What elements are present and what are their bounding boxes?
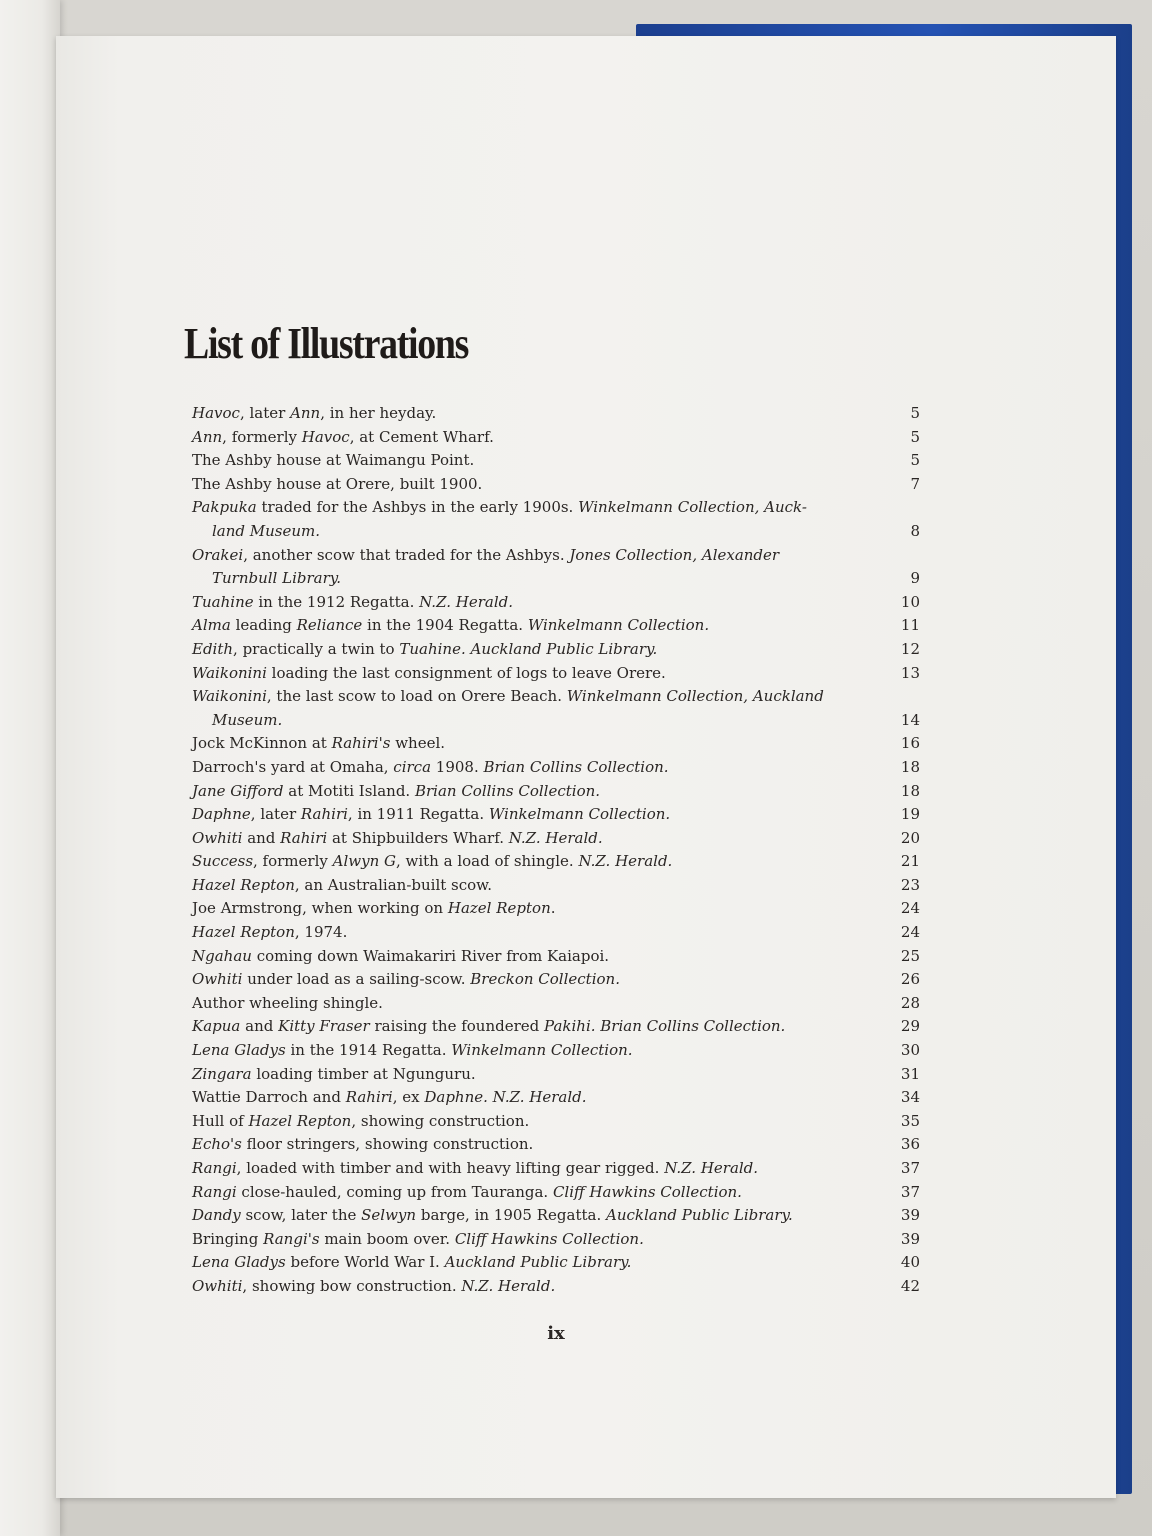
list-item (192, 1181, 920, 1205)
list-item (192, 402, 920, 426)
caption-line (192, 994, 383, 1012)
entry-page-number: 40 (900, 1253, 920, 1272)
list-item (192, 803, 920, 827)
entry-caption (192, 732, 852, 756)
text-segment: , practically a twin to (233, 639, 400, 658)
page-title: List of Illustrations (184, 319, 469, 368)
list-item (192, 850, 920, 874)
entry-caption (192, 1228, 852, 1252)
entry-caption (192, 449, 852, 473)
italic-segment: Hazel Repton (447, 899, 551, 918)
entry-caption (192, 473, 852, 497)
caption-line (192, 664, 666, 682)
entry-page-number: 5 (910, 451, 920, 470)
caption-line (192, 829, 603, 847)
list-item (192, 426, 920, 450)
italic-segment: Brian Collins Collection. (414, 781, 601, 800)
text-segment: The Ashby house at Waimangu Point. (192, 451, 475, 470)
caption-line (192, 709, 852, 733)
text-segment: Joe Armstrong, when working on (192, 899, 448, 918)
italic-segment: Rangi (192, 1182, 237, 1201)
entry-page-number: 10 (900, 592, 920, 611)
italic-segment: Ngahau (192, 946, 252, 965)
italic-segment: Orakei (192, 545, 244, 564)
text-segment: , 1974. (294, 923, 348, 942)
text-segment: main boom over. (319, 1229, 455, 1248)
text-segment: , at Cement Wharf. (349, 427, 494, 446)
italic-segment: Winkelmann Collection. (488, 805, 671, 824)
text-segment: Jock McKinnon at (192, 734, 332, 753)
entry-caption (192, 1063, 852, 1087)
italic-segment: Success (192, 852, 254, 871)
caption-line (192, 1277, 555, 1295)
text-segment: , ex (392, 1088, 425, 1107)
text-segment: Author wheeling shingle. (192, 993, 383, 1012)
italic-segment: Hazel Repton (192, 923, 295, 942)
entry-page-number: 30 (900, 1041, 920, 1060)
list-item (192, 1275, 920, 1299)
caption-line (192, 1112, 529, 1130)
caption-line (192, 404, 436, 422)
caption-line (192, 1017, 785, 1035)
caption-line (192, 567, 852, 591)
italic-segment: Owhiti (192, 970, 243, 989)
list-item (192, 638, 920, 662)
text-segment: Hull of (192, 1111, 249, 1130)
caption-line (192, 947, 609, 965)
text-segment: The Ashby house at Orere, built 1900. (192, 474, 483, 493)
text-segment: at Shipbuilders Wharf. (327, 828, 509, 847)
text-segment: and (240, 1017, 279, 1036)
text-segment: floor stringers, showing construction. (241, 1135, 534, 1154)
italic-segment: Tuahine (192, 592, 254, 611)
list-item (192, 591, 920, 615)
entry-caption (192, 1015, 852, 1039)
entry-caption (192, 780, 852, 804)
text-segment: at Motiti Island. (283, 781, 415, 800)
text-segment: , the last scow to load on Orere Beach. (266, 687, 567, 706)
entry-caption (192, 1039, 852, 1063)
list-item (192, 1110, 920, 1134)
entry-caption (192, 945, 852, 969)
text-segment: traded for the Ashbys in the early 1900s. (256, 498, 579, 517)
italic-segment: N.Z. Herald. (578, 852, 673, 871)
entry-caption (192, 1086, 852, 1110)
italic-segment: Ann (290, 404, 321, 422)
text-segment: coming down Waimakariri River from Kaiapoi. (251, 946, 610, 965)
entry-caption (192, 544, 852, 591)
italic-segment: Auckland Public Library. (606, 1206, 793, 1225)
entry-page-number: 20 (900, 828, 920, 847)
italic-segment: Daphne (192, 805, 251, 824)
entry-page-number: 31 (900, 1064, 920, 1083)
text-segment: before World War I. (285, 1253, 445, 1272)
entry-page-number: 18 (900, 757, 920, 776)
italic-segment: Havoc (192, 404, 240, 422)
illustrations-list (192, 402, 920, 1299)
italic-segment: Rangi (192, 1159, 237, 1177)
italic-segment: N.Z. Herald. (461, 1276, 556, 1295)
entry-caption (192, 992, 852, 1016)
text-segment: barge, in 1905 Regatta. (416, 1206, 606, 1225)
entry-caption (192, 803, 852, 827)
list-item (192, 756, 920, 780)
text-segment: in the 1914 Regatta. (285, 1041, 452, 1060)
text-segment: loading timber at Ngunguru. (251, 1064, 476, 1083)
list-item (192, 449, 920, 473)
entry-page-number: 39 (900, 1229, 920, 1248)
italic-segment: Lena Gladys (192, 1041, 286, 1060)
list-item (192, 992, 920, 1016)
caption-line (192, 734, 445, 752)
italic-segment: Jones Collection, Alexander (569, 545, 780, 564)
entry-page-number: 28 (900, 993, 920, 1012)
italic-segment: Zingara (192, 1064, 252, 1083)
entry-caption (192, 426, 852, 450)
italic-segment: Auckland Public Library. (444, 1253, 632, 1272)
italic-segment: N.Z. Herald. (508, 828, 603, 847)
caption-line (192, 616, 709, 634)
entry-page-number: 18 (900, 781, 920, 800)
text-segment: scow, later the (240, 1206, 362, 1225)
text-segment: leading (230, 616, 297, 635)
italic-segment: Waikonini (192, 663, 267, 682)
caption-line (192, 475, 482, 493)
entry-caption (192, 638, 852, 662)
list-item (192, 1228, 920, 1252)
italic-segment: land Museum. (212, 521, 321, 540)
text-segment: loading the last consignment of logs to leave Orere. (266, 663, 666, 682)
text-segment: , later (239, 404, 291, 422)
list-item (192, 662, 920, 686)
text-segment: , formerly (253, 852, 333, 871)
entry-caption (192, 1181, 852, 1205)
italic-segment: Winkelmann Collection. (527, 616, 710, 635)
entry-page-number: 37 (900, 1159, 920, 1177)
entry-page-number: 13 (900, 663, 920, 682)
entry-page-number: 5 (910, 404, 920, 422)
list-item (192, 1204, 920, 1228)
italic-segment: Alwyn G (332, 852, 396, 871)
text-segment: Bringing (192, 1229, 264, 1248)
italic-segment: Rahiri (280, 828, 328, 847)
caption-line (192, 1183, 742, 1201)
text-segment: , formerly (222, 427, 302, 446)
entry-caption (192, 1275, 852, 1299)
list-item (192, 827, 920, 851)
entry-caption (192, 827, 852, 851)
italic-segment: Cliff Hawkins Collection. (454, 1229, 644, 1248)
text-segment: raising the foundered (369, 1017, 545, 1036)
entry-page-number: 34 (900, 1088, 920, 1107)
list-item (192, 1015, 920, 1039)
entry-page-number: 12 (900, 639, 920, 658)
text-segment: . (550, 899, 556, 918)
caption-line (192, 1159, 758, 1177)
italic-segment: Hazel Repton (192, 875, 295, 894)
entry-page-number: 35 (900, 1111, 920, 1130)
entry-page-number: 16 (900, 734, 920, 753)
entry-caption (192, 897, 852, 921)
italic-segment: Echo's (192, 1135, 242, 1154)
caption-line (192, 546, 779, 564)
italic-segment: Cliff Hawkins Collection. (552, 1182, 742, 1201)
italic-segment: Turnbull Library. (212, 569, 342, 588)
list-item (192, 921, 920, 945)
entry-page-number: 21 (900, 852, 920, 871)
entry-page-number: 29 (900, 1017, 920, 1036)
text-segment: under load as a sailing-scow. (242, 970, 471, 989)
entry-page-number: 26 (900, 970, 920, 989)
italic-segment: Reliance (296, 616, 363, 635)
list-item (192, 1039, 920, 1063)
text-segment: , loaded with timber and with heavy lifting gear rigged. (236, 1159, 665, 1177)
entry-page-number: 37 (900, 1182, 920, 1201)
italic-segment: Owhiti (192, 828, 243, 847)
italic-segment: Brian Collins Collection. (483, 757, 669, 776)
list-item (192, 614, 920, 638)
list-item (192, 780, 920, 804)
entry-caption (192, 1204, 852, 1228)
italic-segment: Daphne. N.Z. Herald. (424, 1088, 587, 1107)
entry-caption (192, 1133, 852, 1157)
entry-caption (192, 402, 852, 426)
italic-segment: N.Z. Herald. (664, 1159, 759, 1177)
entry-page-number: 8 (910, 521, 920, 540)
entry-page-number: 42 (900, 1276, 920, 1295)
page-number: ix (547, 1323, 565, 1344)
caption-line (192, 923, 347, 941)
list-item (192, 968, 920, 992)
italic-segment: Winkelmann Collection, Auckland (566, 687, 824, 706)
italic-segment: Havoc (301, 427, 350, 446)
caption-line (192, 687, 824, 705)
italic-segment: Kitty Fraser (278, 1017, 370, 1036)
caption-line (192, 1135, 533, 1153)
caption-line (192, 640, 657, 658)
entry-caption (192, 1110, 852, 1134)
italic-segment: Pakpuka (192, 498, 257, 517)
list-item (192, 1086, 920, 1110)
entry-caption (192, 685, 852, 732)
caption-line (192, 428, 494, 446)
caption-line (192, 1230, 644, 1248)
entry-caption (192, 614, 852, 638)
text-segment: 1908. (431, 757, 484, 776)
facing-page-edge (0, 0, 60, 1536)
italic-segment: Rahiri's (331, 734, 391, 753)
caption-line (192, 1088, 587, 1106)
list-item (192, 945, 920, 969)
entry-page-number: 39 (900, 1206, 920, 1225)
list-item (192, 1133, 920, 1157)
entry-caption (192, 1251, 852, 1275)
caption-line (192, 758, 669, 776)
italic-segment: Alma (192, 616, 231, 635)
entry-page-number: 36 (900, 1135, 920, 1154)
entry-page-number: 14 (900, 710, 920, 729)
entry-page-number: 11 (900, 616, 920, 635)
italic-segment: Pakihi. Brian Collins Collection. (544, 1017, 786, 1036)
entry-page-number: 25 (900, 946, 920, 965)
list-item (192, 496, 920, 543)
italic-segment: Hazel Repton (248, 1111, 352, 1130)
entry-page-number: 24 (900, 923, 920, 942)
list-item (192, 473, 920, 497)
entry-page-number: 9 (910, 569, 920, 588)
italic-segment: circa (393, 757, 432, 776)
italic-segment: Dandy (192, 1206, 241, 1225)
entry-caption (192, 756, 852, 780)
text-segment: , another scow that traded for the Ashbys. (243, 545, 570, 564)
entry-page-number: 5 (910, 427, 920, 446)
italic-segment: Rahiri (300, 805, 348, 824)
caption-line (192, 970, 620, 988)
italic-segment: Edith (192, 639, 234, 658)
italic-segment: Waikonini (192, 687, 267, 706)
entry-caption (192, 496, 852, 543)
italic-segment: Museum. (212, 710, 283, 729)
list-item (192, 685, 920, 732)
italic-segment: Owhiti (192, 1276, 243, 1295)
entry-page-number: 7 (910, 474, 920, 493)
text-segment: , showing construction. (351, 1111, 530, 1130)
caption-line (192, 1253, 631, 1271)
entry-caption (192, 662, 852, 686)
list-item (192, 1063, 920, 1087)
list-item (192, 1251, 920, 1275)
caption-line (192, 1065, 476, 1083)
entry-caption (192, 1157, 852, 1181)
entry-page-number: 23 (900, 875, 920, 894)
text-segment: , an Australian-built scow. (294, 875, 492, 894)
entry-caption (192, 591, 852, 615)
italic-segment: N.Z. Herald. (419, 592, 514, 611)
italic-segment: Lena Gladys (192, 1253, 286, 1272)
text-segment: and (242, 828, 281, 847)
italic-segment: Jane Gifford (192, 781, 284, 800)
entry-caption (192, 968, 852, 992)
caption-line (192, 1206, 793, 1224)
text-segment: , with a load of shingle. (395, 852, 579, 871)
caption-line (192, 451, 474, 469)
caption-line (192, 498, 807, 516)
text-segment: , in her heyday. (320, 404, 437, 422)
entry-caption (192, 850, 852, 874)
text-segment: , in 1911 Regatta. (347, 805, 489, 824)
list-item (192, 874, 920, 898)
italic-segment: Rangi's (263, 1229, 320, 1248)
italic-segment: Ann (192, 427, 223, 446)
caption-line (192, 876, 492, 894)
italic-segment: Selwyn (361, 1206, 417, 1225)
entry-page-number: 24 (900, 899, 920, 918)
entry-caption (192, 921, 852, 945)
caption-line (192, 805, 670, 823)
caption-line (192, 899, 556, 917)
italic-segment: Tuahine. Auckland Public Library. (399, 639, 658, 658)
caption-line (192, 782, 600, 800)
italic-segment: Rahiri (345, 1088, 393, 1107)
text-segment: Darroch's yard at Omaha, (192, 757, 394, 776)
italic-segment: Winkelmann Collection. (451, 1041, 633, 1060)
list-item (192, 1157, 920, 1181)
caption-line (192, 852, 672, 870)
text-segment: Wattie Darroch and (192, 1088, 346, 1107)
text-segment: in the 1912 Regatta. (253, 592, 420, 611)
list-item (192, 544, 920, 591)
text-segment: close-hauled, coming up from Tauranga. (236, 1182, 553, 1201)
italic-segment: Winkelmann Collection, Auck- (578, 498, 807, 517)
caption-line (192, 520, 852, 544)
italic-segment: Kapua (192, 1017, 241, 1036)
caption-line (192, 593, 513, 611)
text-segment: , showing bow construction. (242, 1276, 462, 1295)
text-segment: wheel. (390, 734, 446, 753)
entry-page-number: 19 (900, 805, 920, 824)
list-item (192, 732, 920, 756)
list-item (192, 897, 920, 921)
italic-segment: Breckon Collection. (470, 970, 620, 989)
entry-caption (192, 874, 852, 898)
caption-line (192, 1041, 633, 1059)
text-segment: , later (250, 805, 301, 824)
text-segment: in the 1904 Regatta. (362, 616, 528, 635)
